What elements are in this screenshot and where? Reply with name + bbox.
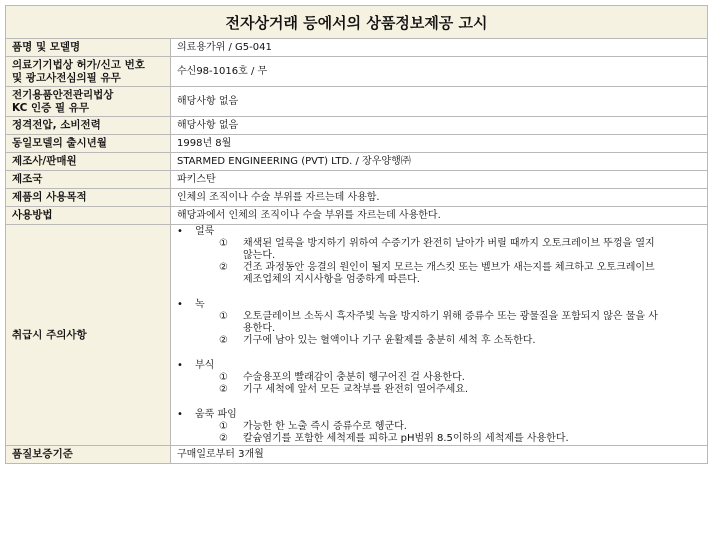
row-label: 품질보증기준 (6, 446, 171, 464)
row-product-name (6, 39, 708, 57)
row-label: 품명 및 모델명 (6, 39, 171, 57)
row-value: STARMED ENGINEERING (PVT) LTD. / 장우양행㈜ (171, 153, 708, 171)
row-label: 취급시 주의사항 (6, 225, 171, 446)
precautions-content (171, 225, 708, 446)
row-kc-certification (6, 87, 708, 117)
row-usage (6, 207, 708, 225)
row-label: 사용방법 (6, 207, 171, 225)
row-value: 인체의 조직이나 수술 부위를 자르는데 사용함. (171, 189, 708, 207)
row-approval-number (6, 57, 708, 87)
precaution-section-rust (177, 298, 701, 347)
row-value: 구매일로부터 3개월 (171, 446, 708, 464)
item-number: ① (219, 311, 228, 322)
product-info-table (5, 5, 708, 464)
item-text: 기구에 남아 있는 혈액이나 기구 윤활제를 충분히 세척 후 소독한다. (243, 335, 536, 346)
section-heading: 움푹 파임 (195, 409, 237, 420)
row-value: 수신98-1016호 / 무 (171, 57, 708, 87)
row-value: 해당사항 없음 (171, 87, 708, 117)
item-number: ② (219, 433, 228, 444)
list-item (177, 384, 701, 396)
section-heading: 얼룩 (195, 226, 215, 237)
bullet-icon: • (177, 299, 183, 310)
row-label: 동일모델의 출시년월 (6, 135, 171, 153)
item-text: 채색된 얼룩을 방지하기 위하여 수증기가 완전히 날아가 버릴 때까지 오토크레이브 뚜껑을 열지 않는다. (243, 238, 655, 261)
list-item (177, 262, 701, 286)
row-warranty (6, 446, 708, 464)
item-number: ② (219, 384, 228, 395)
bullet-icon: • (177, 226, 183, 237)
row-value: 해당사항 없음 (171, 117, 708, 135)
list-item (177, 433, 701, 445)
row-value: 파키스탄 (171, 171, 708, 189)
item-number: ① (219, 372, 228, 383)
precaution-section-corrosion (177, 359, 701, 396)
row-label: 의료기기법상 허가/신고 번호 및 광고사전심의필 유무 (6, 57, 171, 87)
row-rated-voltage (6, 117, 708, 135)
row-value: 해당과에서 인체의 조직이나 수술 부위를 자르는데 사용한다. (171, 207, 708, 225)
list-item (177, 421, 701, 433)
bullet-icon: • (177, 360, 183, 371)
row-label: 제품의 사용목적 (6, 189, 171, 207)
item-text: 가능한 한 노출 즉시 증류수로 헹군다. (243, 421, 407, 432)
row-release-date (6, 135, 708, 153)
row-label: 정격전압, 소비전력 (6, 117, 171, 135)
row-handling-precautions (6, 225, 708, 446)
item-text: 건조 과정동안 응결의 원인이 될지 모르는 개스킷 또는 벨브가 새는지를 체크하고 오토크레이브 제조업체의 지시사항을 엄중하게 따른다. (243, 262, 655, 285)
list-item (177, 311, 701, 335)
row-label: 제조사/판매원 (6, 153, 171, 171)
item-text: 수술용포의 빨래감이 충분히 헹구어진 걸 사용한다. (243, 372, 465, 383)
row-value: 의료용가위 / G5-041 (171, 39, 708, 57)
row-manufacturer (6, 153, 708, 171)
list-item (177, 335, 701, 347)
row-country (6, 171, 708, 189)
row-label: 전기용품안전관리법상 KC 인증 필 유무 (6, 87, 171, 117)
list-item (177, 372, 701, 384)
row-label: 제조국 (6, 171, 171, 189)
precaution-section-stain (177, 225, 701, 286)
precaution-section-pitting (177, 408, 701, 445)
row-purpose (6, 189, 708, 207)
notice-title: 전자상거래 등에서의 상품정보제공 고시 (6, 6, 708, 39)
row-value: 1998년 8월 (171, 135, 708, 153)
section-heading: 부식 (195, 360, 215, 371)
item-number: ① (219, 421, 228, 432)
list-item (177, 238, 701, 262)
item-text: 오토클레이브 소독시 흑자주빛 녹을 방지하기 위해 증류수 또는 광물질을 포함되지 않은 물을 사용한다. (243, 311, 658, 334)
item-text: 기구 세척에 앞서 모든 교착부를 완전히 열어주세요. (243, 384, 469, 395)
item-number: ② (219, 262, 228, 273)
item-number: ① (219, 238, 228, 249)
bullet-icon: • (177, 409, 183, 420)
item-number: ② (219, 335, 228, 346)
section-heading: 녹 (195, 299, 205, 310)
item-text: 칼슘염기를 포함한 세척제를 피하고 pH범위 8.5이하의 세척제를 사용한다. (243, 433, 569, 444)
